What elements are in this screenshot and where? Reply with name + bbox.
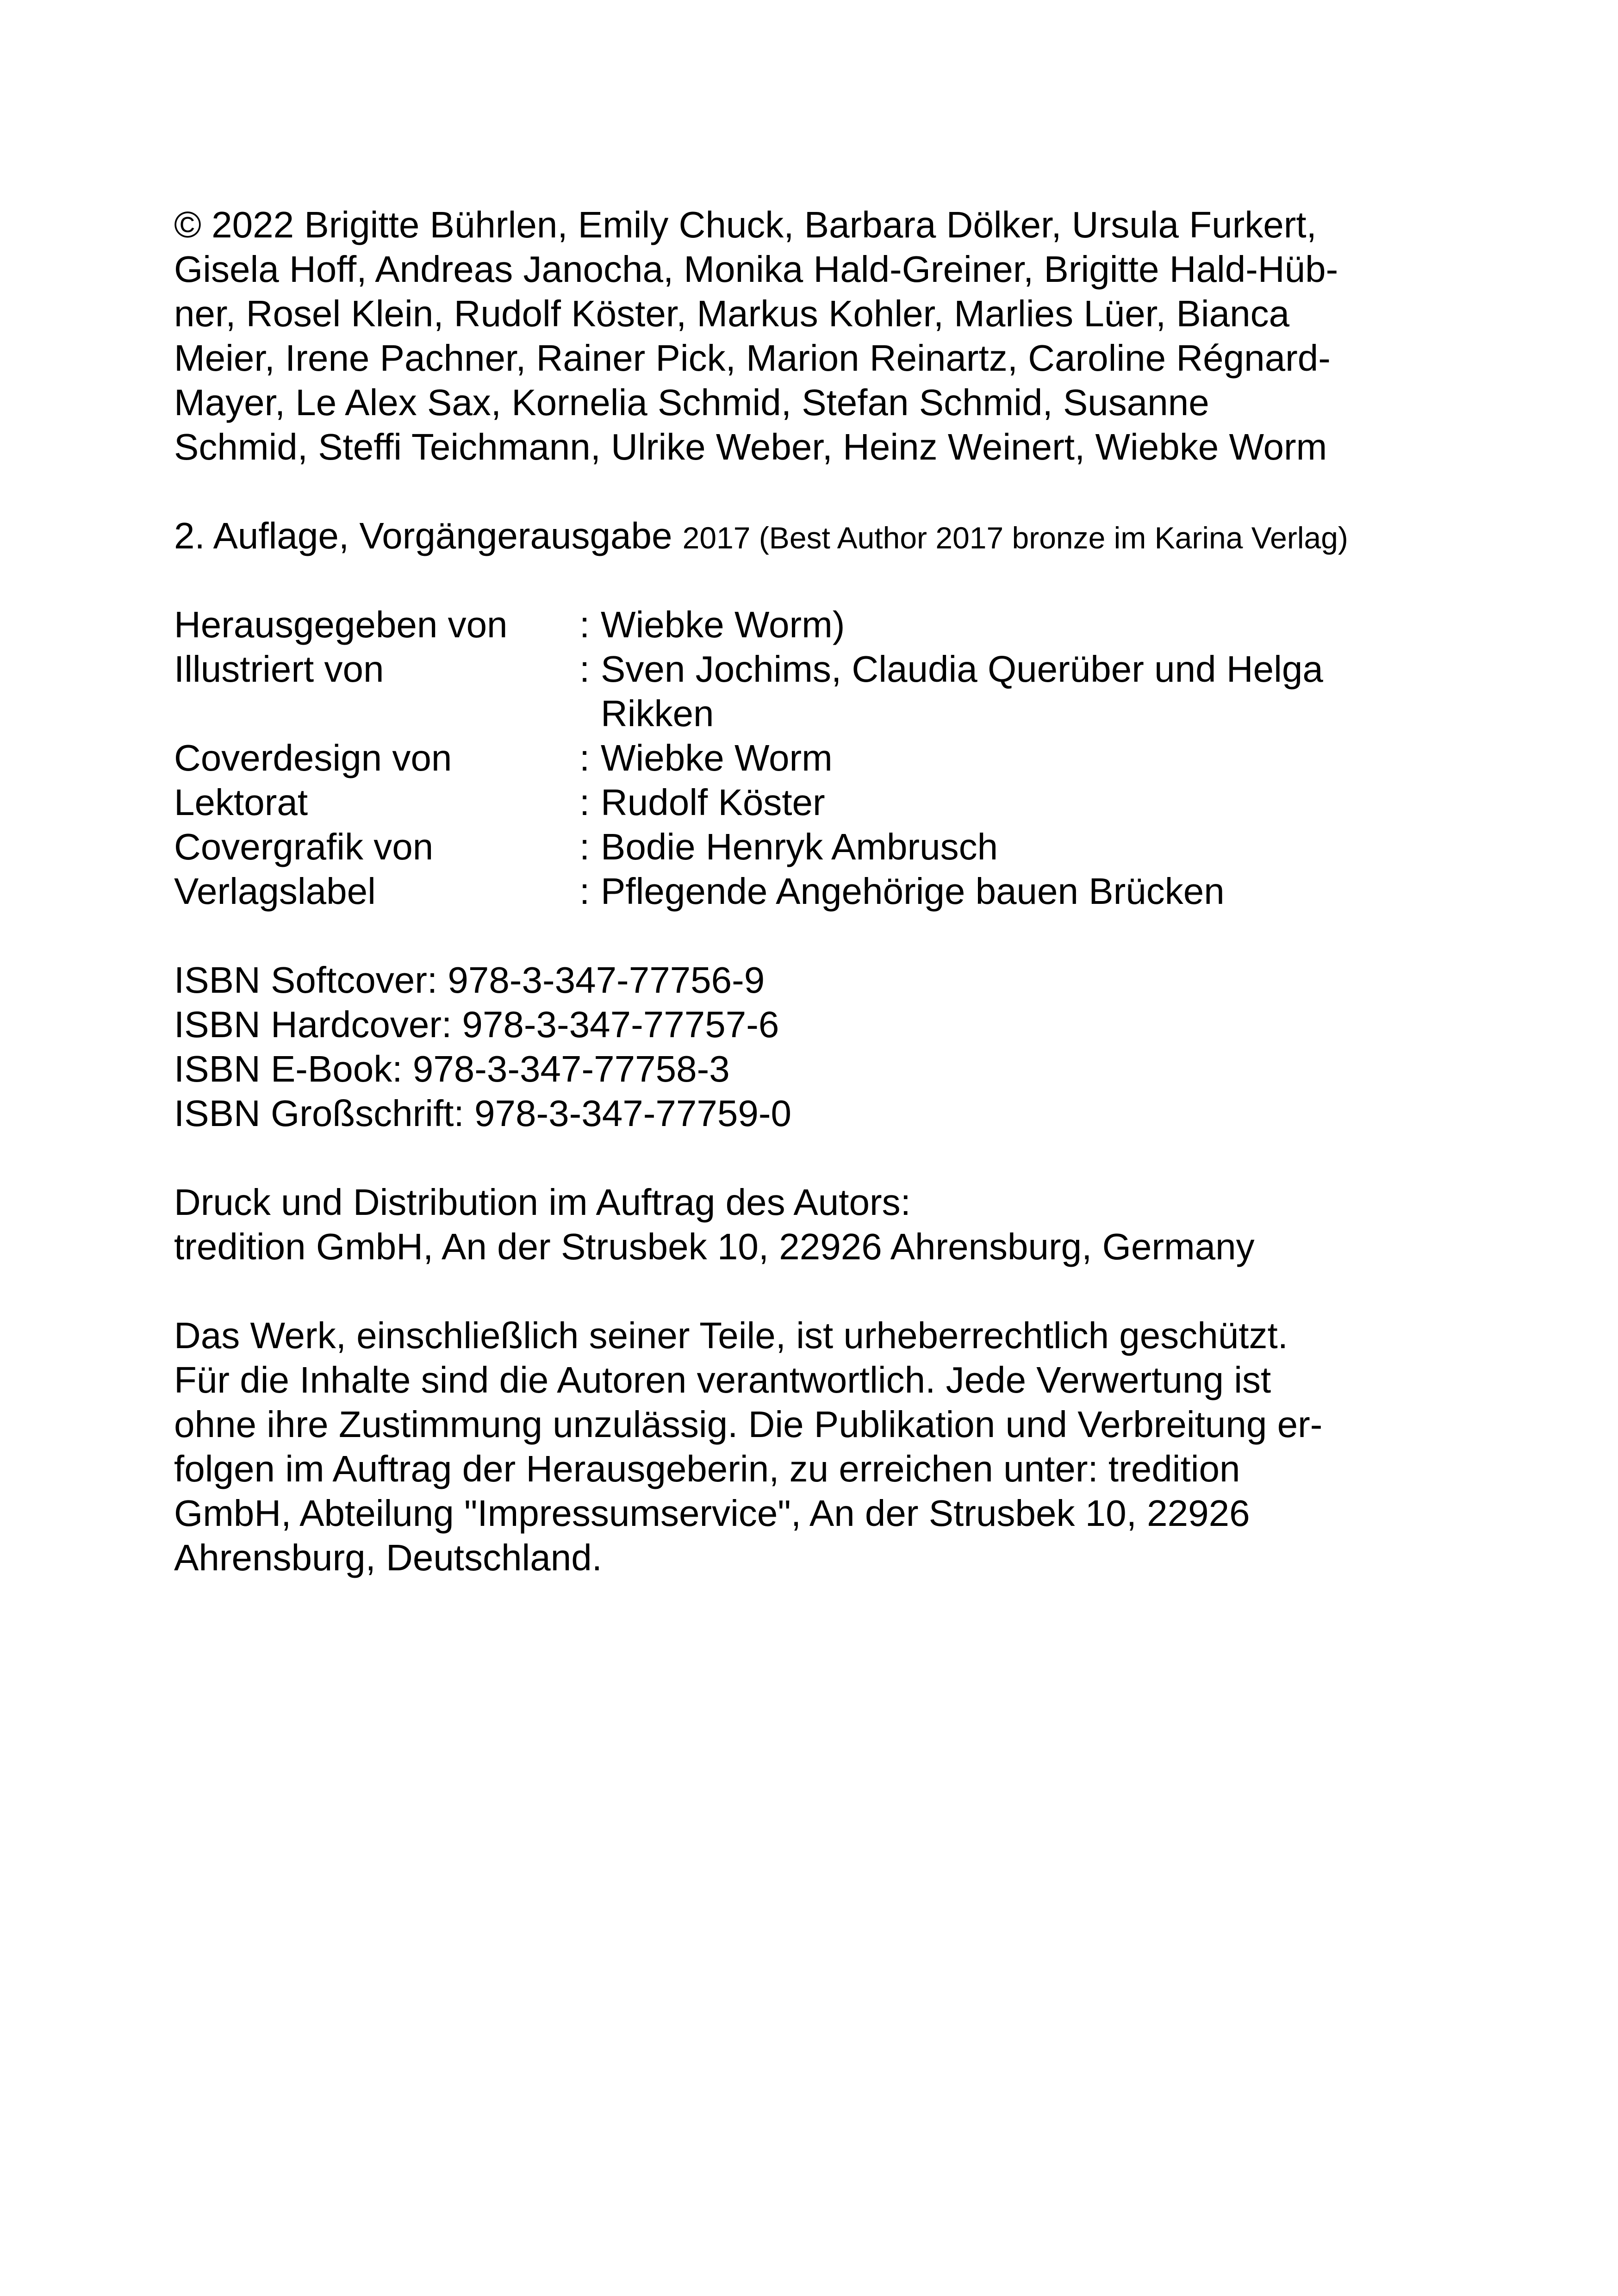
copyright-line: Mayer, Le Alex Sax, Kornelia Schmid, Stefan Schmid, Susanne — [174, 382, 1209, 423]
edition-line — [174, 514, 1424, 558]
credit-value-continuation: Rikken — [601, 693, 714, 734]
isbn-line: ISBN E-Book: 978-3-347-77758-3 — [174, 1048, 730, 1089]
credit-separator: : — [579, 782, 590, 823]
credit-row-covergrafik — [174, 825, 1424, 869]
credit-value: Wiebke Worm) — [601, 604, 845, 645]
credit-value: Wiebke Worm — [601, 737, 833, 778]
credit-row-editor — [174, 603, 1424, 647]
credit-value: Sven Jochims, Claudia Querüber und Helga — [601, 648, 1323, 690]
spacer — [174, 914, 1424, 958]
edition-main: 2. Auflage, Vorgängerausgabe — [174, 515, 683, 556]
imprint-page — [174, 203, 1424, 1580]
legal-line: GmbH, Abteilung "Impressumservice", An der Strusbek 10, 22926 — [174, 1493, 1250, 1534]
copyright-line: ner, Rosel Klein, Rudolf Köster, Markus Kohler, Marlies Lüer, Bianca — [174, 293, 1290, 334]
printing-block — [174, 1180, 1424, 1269]
legal-line: Ahrensburg, Deutschland. — [174, 1537, 602, 1578]
credit-label: Coverdesign von — [174, 737, 452, 778]
credits-block — [174, 603, 1424, 914]
copyright-line: Schmid, Steffi Teichmann, Ulrike Weber, Heinz Weinert, Wiebke Worm — [174, 426, 1327, 467]
credit-label: Covergrafik von — [174, 826, 434, 867]
copyright-line: © 2022 Brigitte Bührlen, Emily Chuck, Barbara Dölker, Ursula Furkert, — [174, 204, 1317, 245]
credit-value: Bodie Henryk Ambrusch — [601, 826, 998, 867]
isbn-block — [174, 958, 1424, 1136]
spacer — [174, 1136, 1424, 1180]
credit-separator: : — [579, 737, 590, 778]
credit-row-coverdesign — [174, 736, 1424, 780]
legal-line: ohne ihre Zustimmung unzulässig. Die Publikation und Verbreitung er- — [174, 1404, 1323, 1445]
printing-line: tredition GmbH, An der Strusbek 10, 22926 Ahrensburg, Germany — [174, 1226, 1255, 1267]
credit-separator: : — [579, 826, 590, 867]
credit-label: Herausgegeben von — [174, 604, 508, 645]
copyright-block — [174, 203, 1424, 469]
legal-block — [174, 1313, 1424, 1580]
spacer — [174, 469, 1424, 514]
copyright-line: Gisela Hoff, Andreas Janocha, Monika Hald-Greiner, Brigitte Hald-Hüb- — [174, 249, 1338, 290]
printing-line: Druck und Distribution im Auftrag des Autors: — [174, 1182, 911, 1223]
credit-label: Lektorat — [174, 782, 308, 823]
legal-line: folgen im Auftrag der Herausgeberin, zu erreichen unter: tredition — [174, 1448, 1240, 1489]
credit-row-verlagslabel — [174, 869, 1424, 914]
isbn-line: ISBN Softcover: 978-3-347-77756-9 — [174, 959, 765, 1001]
spacer — [174, 1269, 1424, 1313]
credit-value: Pflegende Angehörige bauen Brücken — [601, 871, 1225, 912]
credit-separator: : — [579, 648, 590, 690]
credit-value: Rudolf Köster — [601, 782, 825, 823]
isbn-line: ISBN Großschrift: 978-3-347-77759-0 — [174, 1093, 791, 1134]
spacer — [174, 558, 1424, 603]
credit-separator: : — [579, 604, 590, 645]
isbn-line: ISBN Hardcover: 978-3-347-77757-6 — [174, 1004, 779, 1045]
copyright-line: Meier, Irene Pachner, Rainer Pick, Marion Reinartz, Caroline Régnard- — [174, 337, 1331, 379]
credit-row-illustrator — [174, 647, 1424, 691]
credit-separator: : — [579, 871, 590, 912]
legal-line: Für die Inhalte sind die Autoren verantwortlich. Jede Verwertung ist — [174, 1359, 1271, 1400]
credit-label: Illustriert von — [174, 648, 384, 690]
edition-note: 2017 (Best Author 2017 bronze im Karina Verlag) — [682, 521, 1348, 555]
credit-label: Verlagslabel — [174, 871, 376, 912]
credit-row-lektorat — [174, 780, 1424, 825]
legal-line: Das Werk, einschließlich seiner Teile, ist urheberrechtlich geschützt. — [174, 1315, 1288, 1356]
